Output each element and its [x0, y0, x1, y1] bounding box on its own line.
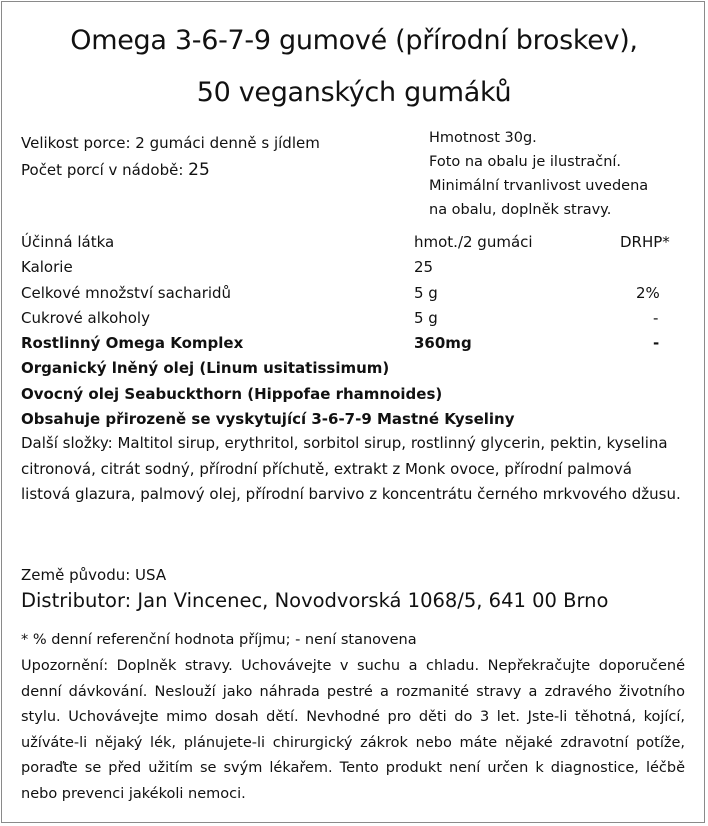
sub-item-flaxseed-oil: Organický lněný olej (Linum usitatissimum)	[21, 359, 390, 377]
note-expiry: Minimální trvanlivost uvedena	[429, 178, 649, 194]
country-of-origin: Země původu: USA	[21, 566, 167, 584]
row-carbs-amount: 5 g	[414, 284, 438, 302]
warning-text: Upozornění: Doplněk stravy. Uchovávejte v suchu a chladu. Nepřekračujte doporučené denní dávkování. Neslouží jako náhrada pestré a rozmanité stravy a zdravého životního stylu. Uchovávejte mimo dosah dětí. Nevhodné pro děti do 3 let. Jste-li těhotná, kojící, užíváte-li nějaký lék, plánujete-li chirurgický zákrok nebo máte nějaké zdravotní potíže, poraďte se před užitím se svým lékařem. Tento produkt není určen k diagnostice, léčbě nebo prevenci jakékoli nemoci.	[21, 658, 685, 802]
row-sugar-alcohols-amount: 5 g	[414, 309, 438, 327]
header-amount: hmot./2 gumáci	[414, 233, 533, 251]
row-sugar-alcohols-name: Cukrové alkoholy	[21, 309, 150, 327]
header-active-ingredient: Účinná látka	[21, 233, 115, 251]
product-title-line2: 50 veganských gumáků	[196, 77, 512, 108]
row-omega-complex-drhp: -	[653, 334, 660, 352]
row-sugar-alcohols-drhp: -	[653, 309, 659, 327]
other-ingredients: Další složky: Maltitol sirup, erythritol, sorbitol sirup, rostlinný glycerin, pektin, kyselina citronová, citrát sodný, přírodní příchutě, extrakt z Monk ovoce, přírodní palmová listová glazura, palmový olej, přírodní barvivo z koncentrátu černého mrkvového džusu.	[21, 434, 681, 503]
product-title-line1: Omega 3-6-7-9 gumové (přírodní broskev),	[70, 25, 638, 56]
servings-per-container	[21, 160, 210, 181]
footnote: * % denní referenční hodnota příjmu; - není stanovena	[21, 632, 417, 648]
serving-size: Velikost porce: 2 gumáci denně s jídlem	[21, 134, 320, 152]
row-calories-name: Kalorie	[21, 258, 73, 276]
header-drhp: DRHP*	[620, 233, 670, 251]
servings-label: Počet porcí v nádobě:	[21, 161, 189, 179]
row-omega-complex-name: Rostlinný Omega Komplex	[21, 334, 244, 352]
row-carbs-name: Celkové množství sacharidů	[21, 284, 232, 302]
row-carbs-drhp: 2%	[636, 284, 660, 302]
note-supplement: na obalu, doplněk stravy.	[429, 202, 612, 218]
note-weight: Hmotnost 30g.	[429, 130, 537, 146]
distributor: Distributor: Jan Vincenec, Novodvorská 1068/5, 641 00 Brno	[21, 589, 609, 612]
servings-value: 25	[188, 160, 210, 180]
sub-item-fatty-acids: Obsahuje přirozeně se vyskytující 3-6-7-9 Mastné Kyseliny	[21, 410, 515, 428]
row-calories-amount: 25	[414, 258, 434, 276]
row-omega-complex-amount: 360mg	[414, 334, 472, 352]
sub-item-seabuckthorn-oil: Ovocný olej Seabuckthorn (Hippofae rhamnoides)	[21, 385, 443, 403]
note-photo: Foto na obalu je ilustrační.	[429, 154, 622, 170]
